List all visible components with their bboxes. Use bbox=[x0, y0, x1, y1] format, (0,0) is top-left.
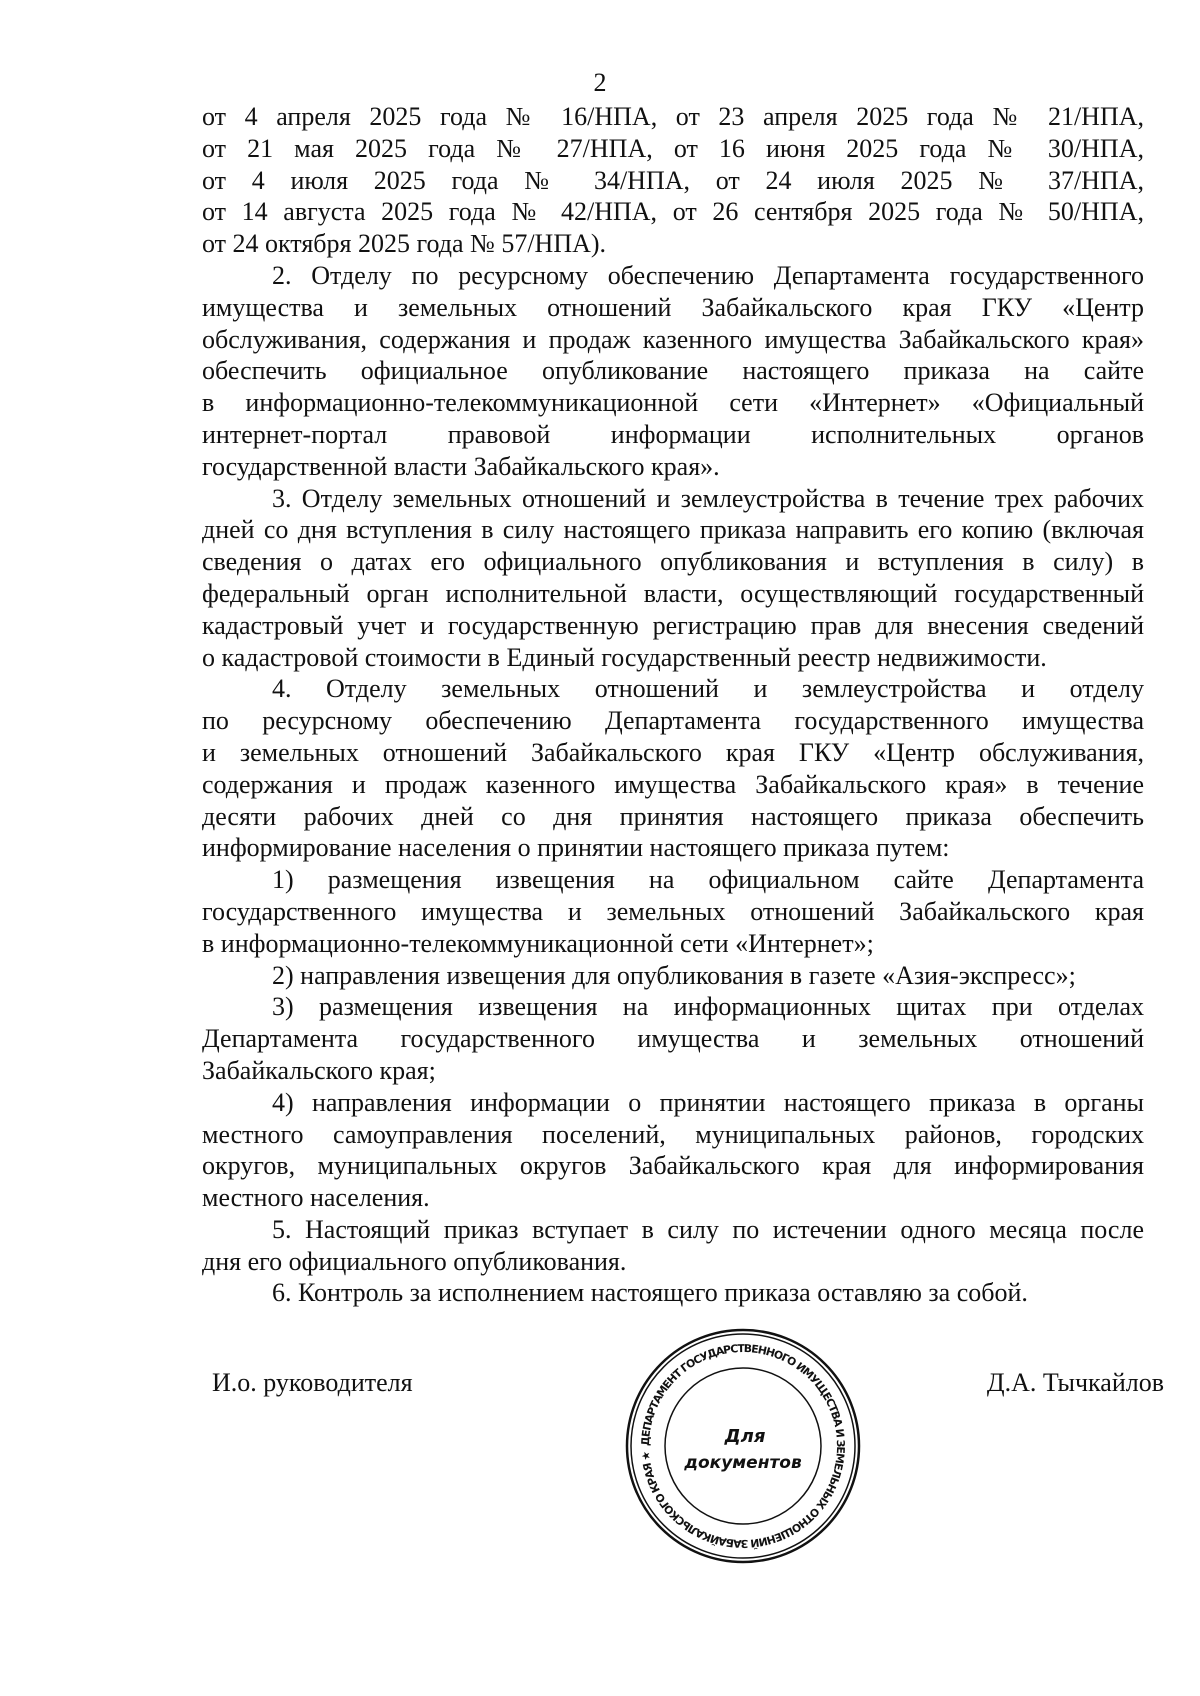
text-line: обслуживания, содержания и продаж казенного имущества Забайкальского края» bbox=[202, 324, 1144, 354]
text-line: и земельных отношений Забайкальского края ГКУ «Центр обслуживания, bbox=[202, 737, 1144, 767]
text-line: от 4 апреля 2025 года № 16/НПА, от 23 апреля 2025 года № 21/НПА, bbox=[202, 102, 1144, 131]
text-line: в информационно-телекоммуникационной сети «Интернет»; bbox=[202, 928, 874, 958]
text-line: округов, муниципальных округов Забайкальского края для информирования bbox=[202, 1151, 1144, 1181]
text-line: о кадастровой стоимости в Единый государственный реестр недвижимости. bbox=[202, 642, 1047, 672]
page-number: 2 bbox=[593, 68, 607, 97]
text-line: 4. Отделу земельных отношений и землеустройства и отделу bbox=[272, 674, 1144, 704]
text-line: от 4 июля 2025 года № 34/НПА, от 24 июля 2025 № 37/НПА, bbox=[202, 165, 1144, 195]
text-line: от 21 мая 2025 года № 27/НПА, от 16 июня 2025 года № 30/НПА, bbox=[202, 133, 1144, 163]
signatory-position: И.о. руководителя bbox=[212, 1368, 413, 1397]
text-line: кадастровый учет и государственную регистрацию прав для внесения сведений bbox=[202, 610, 1144, 640]
text-line: 3) размещения извещения на информационных щитах при отделах bbox=[272, 992, 1144, 1022]
seal-center-text-1: Для bbox=[724, 1426, 766, 1447]
seal-center-text-2: документов bbox=[684, 1453, 802, 1473]
seal-ring-text: ДЕПАРТАМЕНТ ГОСУДАРСТВЕННОГО ИМУЩЕСТВА И ЗЕМЕЛЬНЫХ ОТНОШЕНИЙ ЗАБАЙКАЛЬСКОГО КРАЯ ★ bbox=[638, 1341, 848, 1551]
text-line: в информационно-телекоммуникационной сети «Интернет» «Официальный bbox=[202, 388, 1144, 418]
text-line: местного самоуправления поселений, муниципальных районов, городских bbox=[202, 1119, 1144, 1149]
text-line: 2) направления извещения для опубликования в газете «Азия-экспресс»; bbox=[272, 960, 1076, 990]
text-line: 1) размещения извещения на официальном сайте Департамента bbox=[272, 865, 1144, 895]
text-line: интернет-портал правовой информации исполнительных органов bbox=[202, 419, 1144, 449]
text-line: дней со дня вступления в силу настоящего приказа направить его копию (включая bbox=[202, 515, 1144, 545]
text-line: сведения о датах его официального опубликования и вступления в силу) в bbox=[202, 547, 1144, 577]
text-line: государственного имущества и земельных отношений Забайкальского края bbox=[202, 896, 1144, 926]
text-line: 6. Контроль за исполнением настоящего приказа оставляю за собой. bbox=[272, 1278, 1028, 1308]
signatory-name: Д.А. Тычкайлов bbox=[986, 1368, 1164, 1397]
text-line: дня его официального опубликования. bbox=[202, 1246, 627, 1276]
text-line: содержания и продаж казенного имущества Забайкальского края» в течение bbox=[202, 769, 1144, 799]
text-line: федеральный орган исполнительной власти, осуществляющий государственный bbox=[202, 578, 1144, 608]
text-line: информирование населения о принятии настоящего приказа путем: bbox=[202, 833, 950, 863]
text-line: Департамента государственного имущества и земельных отношений bbox=[202, 1024, 1144, 1054]
text-line: Забайкальского края; bbox=[202, 1055, 436, 1085]
order-body-text bbox=[202, 101, 1144, 1309]
text-line: от 24 октября 2025 года № 57/НПА). bbox=[202, 229, 607, 259]
text-line: 4) направления информации о принятии настоящего приказа в органы bbox=[272, 1087, 1144, 1117]
text-line: по ресурсному обеспечению Департамента государственного имущества bbox=[202, 706, 1144, 736]
text-line: 2. Отделу по ресурсному обеспечению Департамента государственного bbox=[272, 260, 1144, 290]
text-line: обеспечить официальное опубликование настоящего приказа на сайте bbox=[202, 356, 1144, 386]
text-line: 5. Настоящий приказ вступает в силу по истечении одного месяца после bbox=[272, 1214, 1144, 1244]
text-line: от 14 августа 2025 года № 42/НПА, от 26 сентября 2025 года № 50/НПА, bbox=[202, 197, 1144, 227]
official-seal bbox=[625, 1326, 861, 1566]
text-line: десяти рабочих дней со дня принятия настоящего приказа обеспечить bbox=[202, 801, 1144, 831]
text-line: государственной власти Забайкальского края». bbox=[202, 451, 720, 481]
text-line: местного населения. bbox=[202, 1183, 430, 1213]
text-line: имущества и земельных отношений Забайкальского края ГКУ «Центр bbox=[202, 292, 1144, 322]
text-line: 3. Отделу земельных отношений и землеустройства в течение трех рабочих bbox=[272, 483, 1144, 513]
